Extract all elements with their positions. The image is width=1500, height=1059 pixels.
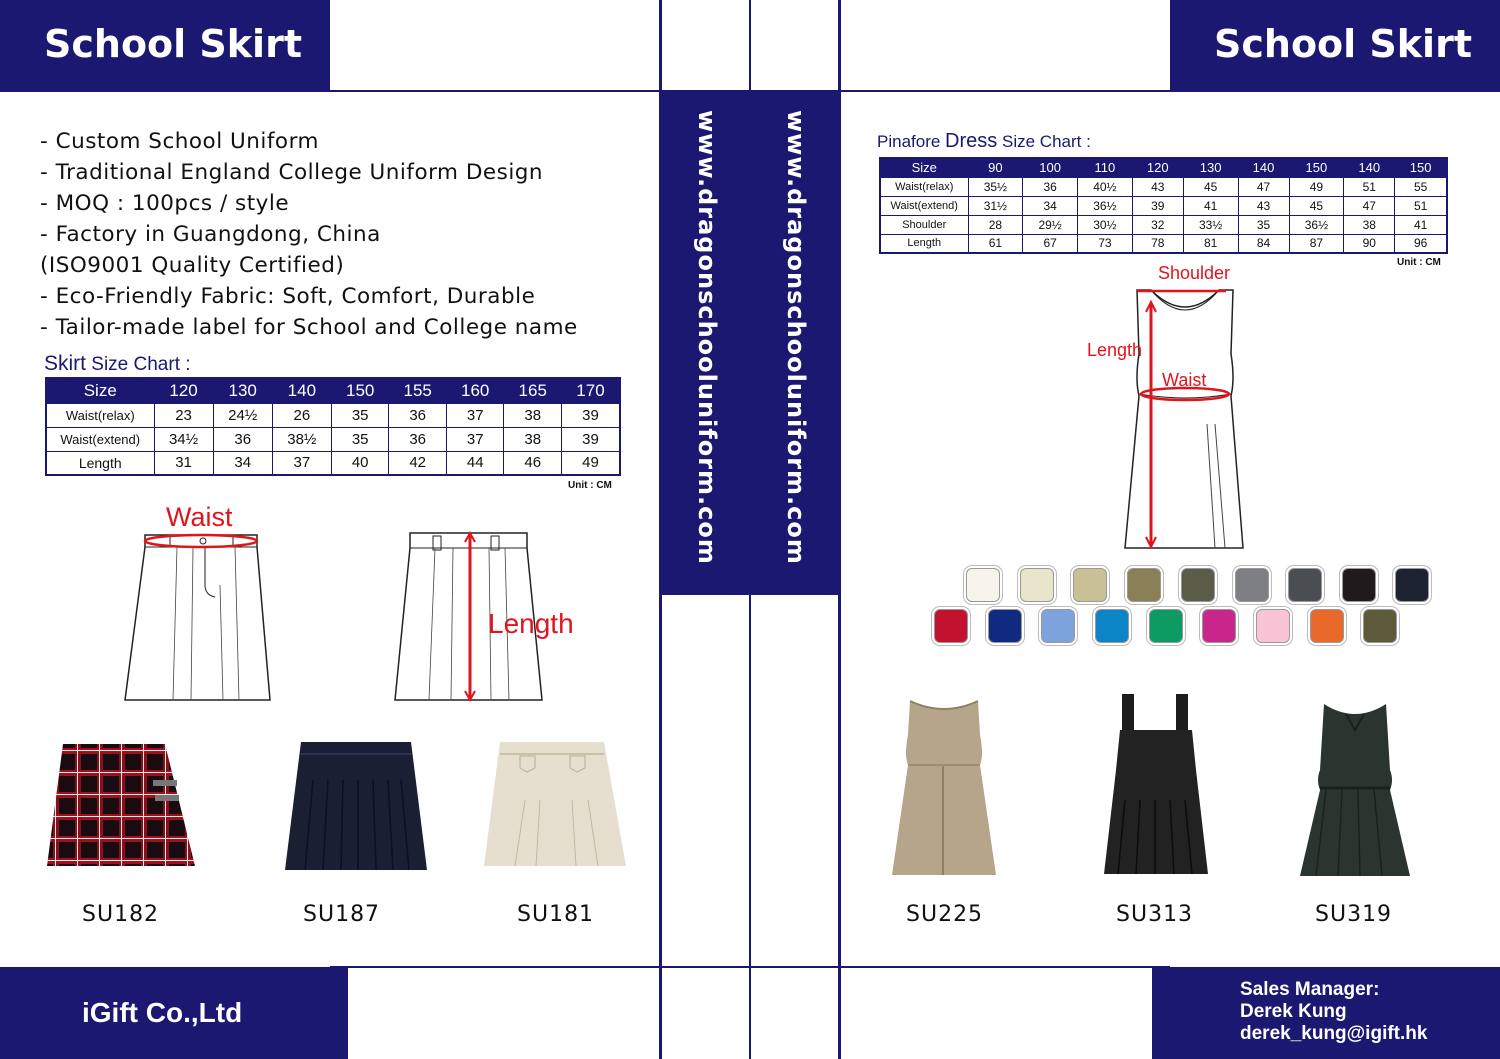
shoulder-label: Shoulder [1158,263,1231,283]
table-header-cell: 140 [272,378,331,403]
table-row-label: Waist(extend) [880,196,968,215]
feature-item: - Tailor-made label for School and College name [40,315,578,340]
company-name: iGift Co.,Ltd [82,997,243,1028]
table-row [880,177,1447,196]
pinafore-size-table [879,157,1448,254]
table-cell: 51 [1395,196,1447,215]
product-code-su225: SU225 [906,902,984,927]
skirt-size-table [45,377,621,476]
table-cell: 44 [446,451,504,475]
table-cell: 39 [561,427,620,451]
table-cell: 24½ [213,403,272,427]
product-code-su187: SU187 [303,902,381,927]
table-cell: 78 [1132,234,1183,253]
table-row [46,427,620,451]
feature-item: - Factory in Guangdong, China [40,222,381,247]
left-header-bar [0,0,330,92]
skirt-unit-label: Unit : CM [568,480,612,491]
pinafore-length-label: Length [1087,340,1143,360]
table-header-cell: 90 [968,158,1023,177]
table-cell: 36 [389,403,447,427]
table-cell: 43 [1132,177,1183,196]
table-cell: 34½ [154,427,213,451]
table-cell: 90 [1344,234,1395,253]
table-cell: 38½ [272,427,331,451]
table-row-label: Waist(relax) [46,403,154,427]
table-cell: 36 [1023,177,1078,196]
table-header-cell: 130 [213,378,272,403]
table-cell: 45 [1289,196,1344,215]
table-cell: 38 [504,403,562,427]
table-header-row [880,158,1447,177]
left-header-title: School Skirt [44,22,302,66]
color-swatch[interactable] [1073,568,1107,602]
table-row [880,215,1447,234]
table-cell: 38 [504,427,562,451]
table-cell: 36 [213,427,272,451]
color-swatch[interactable] [1256,609,1290,643]
color-swatch[interactable] [988,609,1022,643]
color-swatch[interactable] [966,568,1000,602]
color-swatch[interactable] [1342,568,1376,602]
table-cell: 47 [1344,196,1395,215]
skirt-chart-title-rest: Size Chart : [86,354,191,375]
table-cell: 41 [1183,196,1238,215]
table-header-cell: 150 [1289,158,1344,177]
table-row [880,234,1447,253]
table-cell: 29½ [1023,215,1078,234]
table-header-cell: 170 [561,378,620,403]
right-header-title: School Skirt [1214,22,1472,66]
sales-email[interactable]: derek_kung@igift.hk [1240,1023,1428,1044]
table-cell: 87 [1289,234,1344,253]
color-swatch[interactable] [934,609,968,643]
feature-item: - Traditional England College Uniform Design [40,160,544,185]
table-cell: 43 [1238,196,1289,215]
pinafore-diagram [1115,284,1255,554]
table-row [46,403,620,427]
pinafore-chart-title [877,130,1091,153]
product-code-su313: SU313 [1116,902,1194,927]
table-header-cell: 165 [504,378,562,403]
table-row-label: Length [46,451,154,475]
product-image-su313 [1100,690,1212,876]
table-cell: 61 [968,234,1023,253]
length-label: Length [488,608,574,639]
product-image-su182 [45,740,197,868]
skirt-chart-title [44,352,191,376]
pinafore-unit-label: Unit : CM [1397,257,1441,268]
product-image-su187 [283,740,429,872]
table-cell: 84 [1238,234,1289,253]
table-cell: 55 [1395,177,1447,196]
table-cell: 37 [272,451,331,475]
color-swatch[interactable] [1149,609,1183,643]
table-cell: 36½ [1078,196,1133,215]
table-header-cell: 150 [331,378,389,403]
color-swatch[interactable] [1041,609,1075,643]
table-cell: 81 [1183,234,1238,253]
feature-item: - Eco-Friendly Fabric: Soft, Comfort, Durable [40,284,536,309]
table-header-cell: 140 [1344,158,1395,177]
table-row-label: Waist(relax) [880,177,968,196]
table-cell: 73 [1078,234,1133,253]
table-header-cell: 160 [446,378,504,403]
table-header-cell: 140 [1238,158,1289,177]
table-cell: 34 [213,451,272,475]
table-cell: 46 [504,451,562,475]
pinafore-chart-title-rest: Size Chart : [997,132,1091,151]
table-header-cell: 120 [154,378,213,403]
table-cell: 31½ [968,196,1023,215]
table-cell: 49 [561,451,620,475]
feature-item: - Custom School Uniform [40,129,319,154]
table-cell: 41 [1395,215,1447,234]
pinafore-chart-title-first: Pinafore [877,132,946,151]
spine-line-3 [838,0,841,1059]
spine-url-left[interactable]: www.dragonschooluniform.com [693,110,721,565]
table-row [46,451,620,475]
table-cell: 35 [331,427,389,451]
table-header-cell: 150 [1395,158,1447,177]
feature-list [40,126,578,343]
left-footer-bar [0,967,348,1059]
product-code-su182: SU182 [82,902,160,927]
pinafore-chart-title-big: Dress [945,130,998,152]
color-swatch[interactable] [1127,568,1161,602]
sales-name: Derek Kung [1240,1001,1347,1022]
table-cell: 39 [1132,196,1183,215]
table-cell: 47 [1238,177,1289,196]
color-swatch[interactable] [1395,568,1429,602]
color-swatch[interactable] [1235,568,1269,602]
table-cell: 28 [968,215,1023,234]
color-swatch[interactable] [1310,609,1344,643]
table-header-cell: Size [46,378,154,403]
table-cell: 30½ [1078,215,1133,234]
skirt-front-diagram [115,525,285,710]
table-cell: 37 [446,403,504,427]
table-row-label: Waist(extend) [46,427,154,451]
feature-item: - MOQ : 100pcs / style [40,191,290,216]
right-header-bar [1170,0,1500,92]
table-row [880,196,1447,215]
table-cell: 40 [331,451,389,475]
product-image-su225 [888,695,1000,877]
table-header-cell: 100 [1023,158,1078,177]
sales-title: Sales Manager: [1240,979,1380,1000]
product-image-su181 [480,740,630,868]
table-cell: 37 [446,427,504,451]
table-header-cell: 120 [1132,158,1183,177]
table-header-cell: Size [880,158,968,177]
color-swatch[interactable] [1095,609,1129,643]
color-swatch[interactable] [1020,568,1054,602]
table-header-cell: 155 [389,378,447,403]
table-cell: 39 [561,403,620,427]
table-header-cell: 110 [1078,158,1133,177]
table-cell: 38 [1344,215,1395,234]
table-cell: 96 [1395,234,1447,253]
waist-label: Waist [166,502,233,532]
color-swatch[interactable] [1181,568,1215,602]
table-cell: 42 [389,451,447,475]
table-cell: 23 [154,403,213,427]
table-header-row [46,378,620,403]
table-row-label: Shoulder [880,215,968,234]
table-cell: 40½ [1078,177,1133,196]
color-swatch[interactable] [1202,609,1236,643]
right-footer-bar [1152,967,1500,1059]
table-cell: 67 [1023,234,1078,253]
skirt-chart-title-big: Skirt [44,352,86,375]
product-code-su319: SU319 [1315,902,1393,927]
feature-item: (ISO9001 Quality Certified) [40,253,345,278]
table-cell: 49 [1289,177,1344,196]
table-cell: 34 [1023,196,1078,215]
table-cell: 32 [1132,215,1183,234]
color-swatch[interactable] [1288,568,1322,602]
pinafore-waist-label: Waist [1162,370,1207,390]
table-header-cell: 130 [1183,158,1238,177]
table-cell: 36 [389,427,447,451]
product-image-su319 [1296,700,1414,878]
table-cell: 35 [331,403,389,427]
table-cell: 51 [1344,177,1395,196]
product-code-su181: SU181 [517,902,595,927]
table-cell: 26 [272,403,331,427]
table-cell: 33½ [1183,215,1238,234]
table-cell: 31 [154,451,213,475]
color-swatch[interactable] [1363,609,1397,643]
table-cell: 36½ [1289,215,1344,234]
spine-url-right[interactable]: www.dragonschooluniform.com [782,110,810,565]
table-cell: 35½ [968,177,1023,196]
table-cell: 35 [1238,215,1289,234]
table-row-label: Length [880,234,968,253]
table-cell: 45 [1183,177,1238,196]
